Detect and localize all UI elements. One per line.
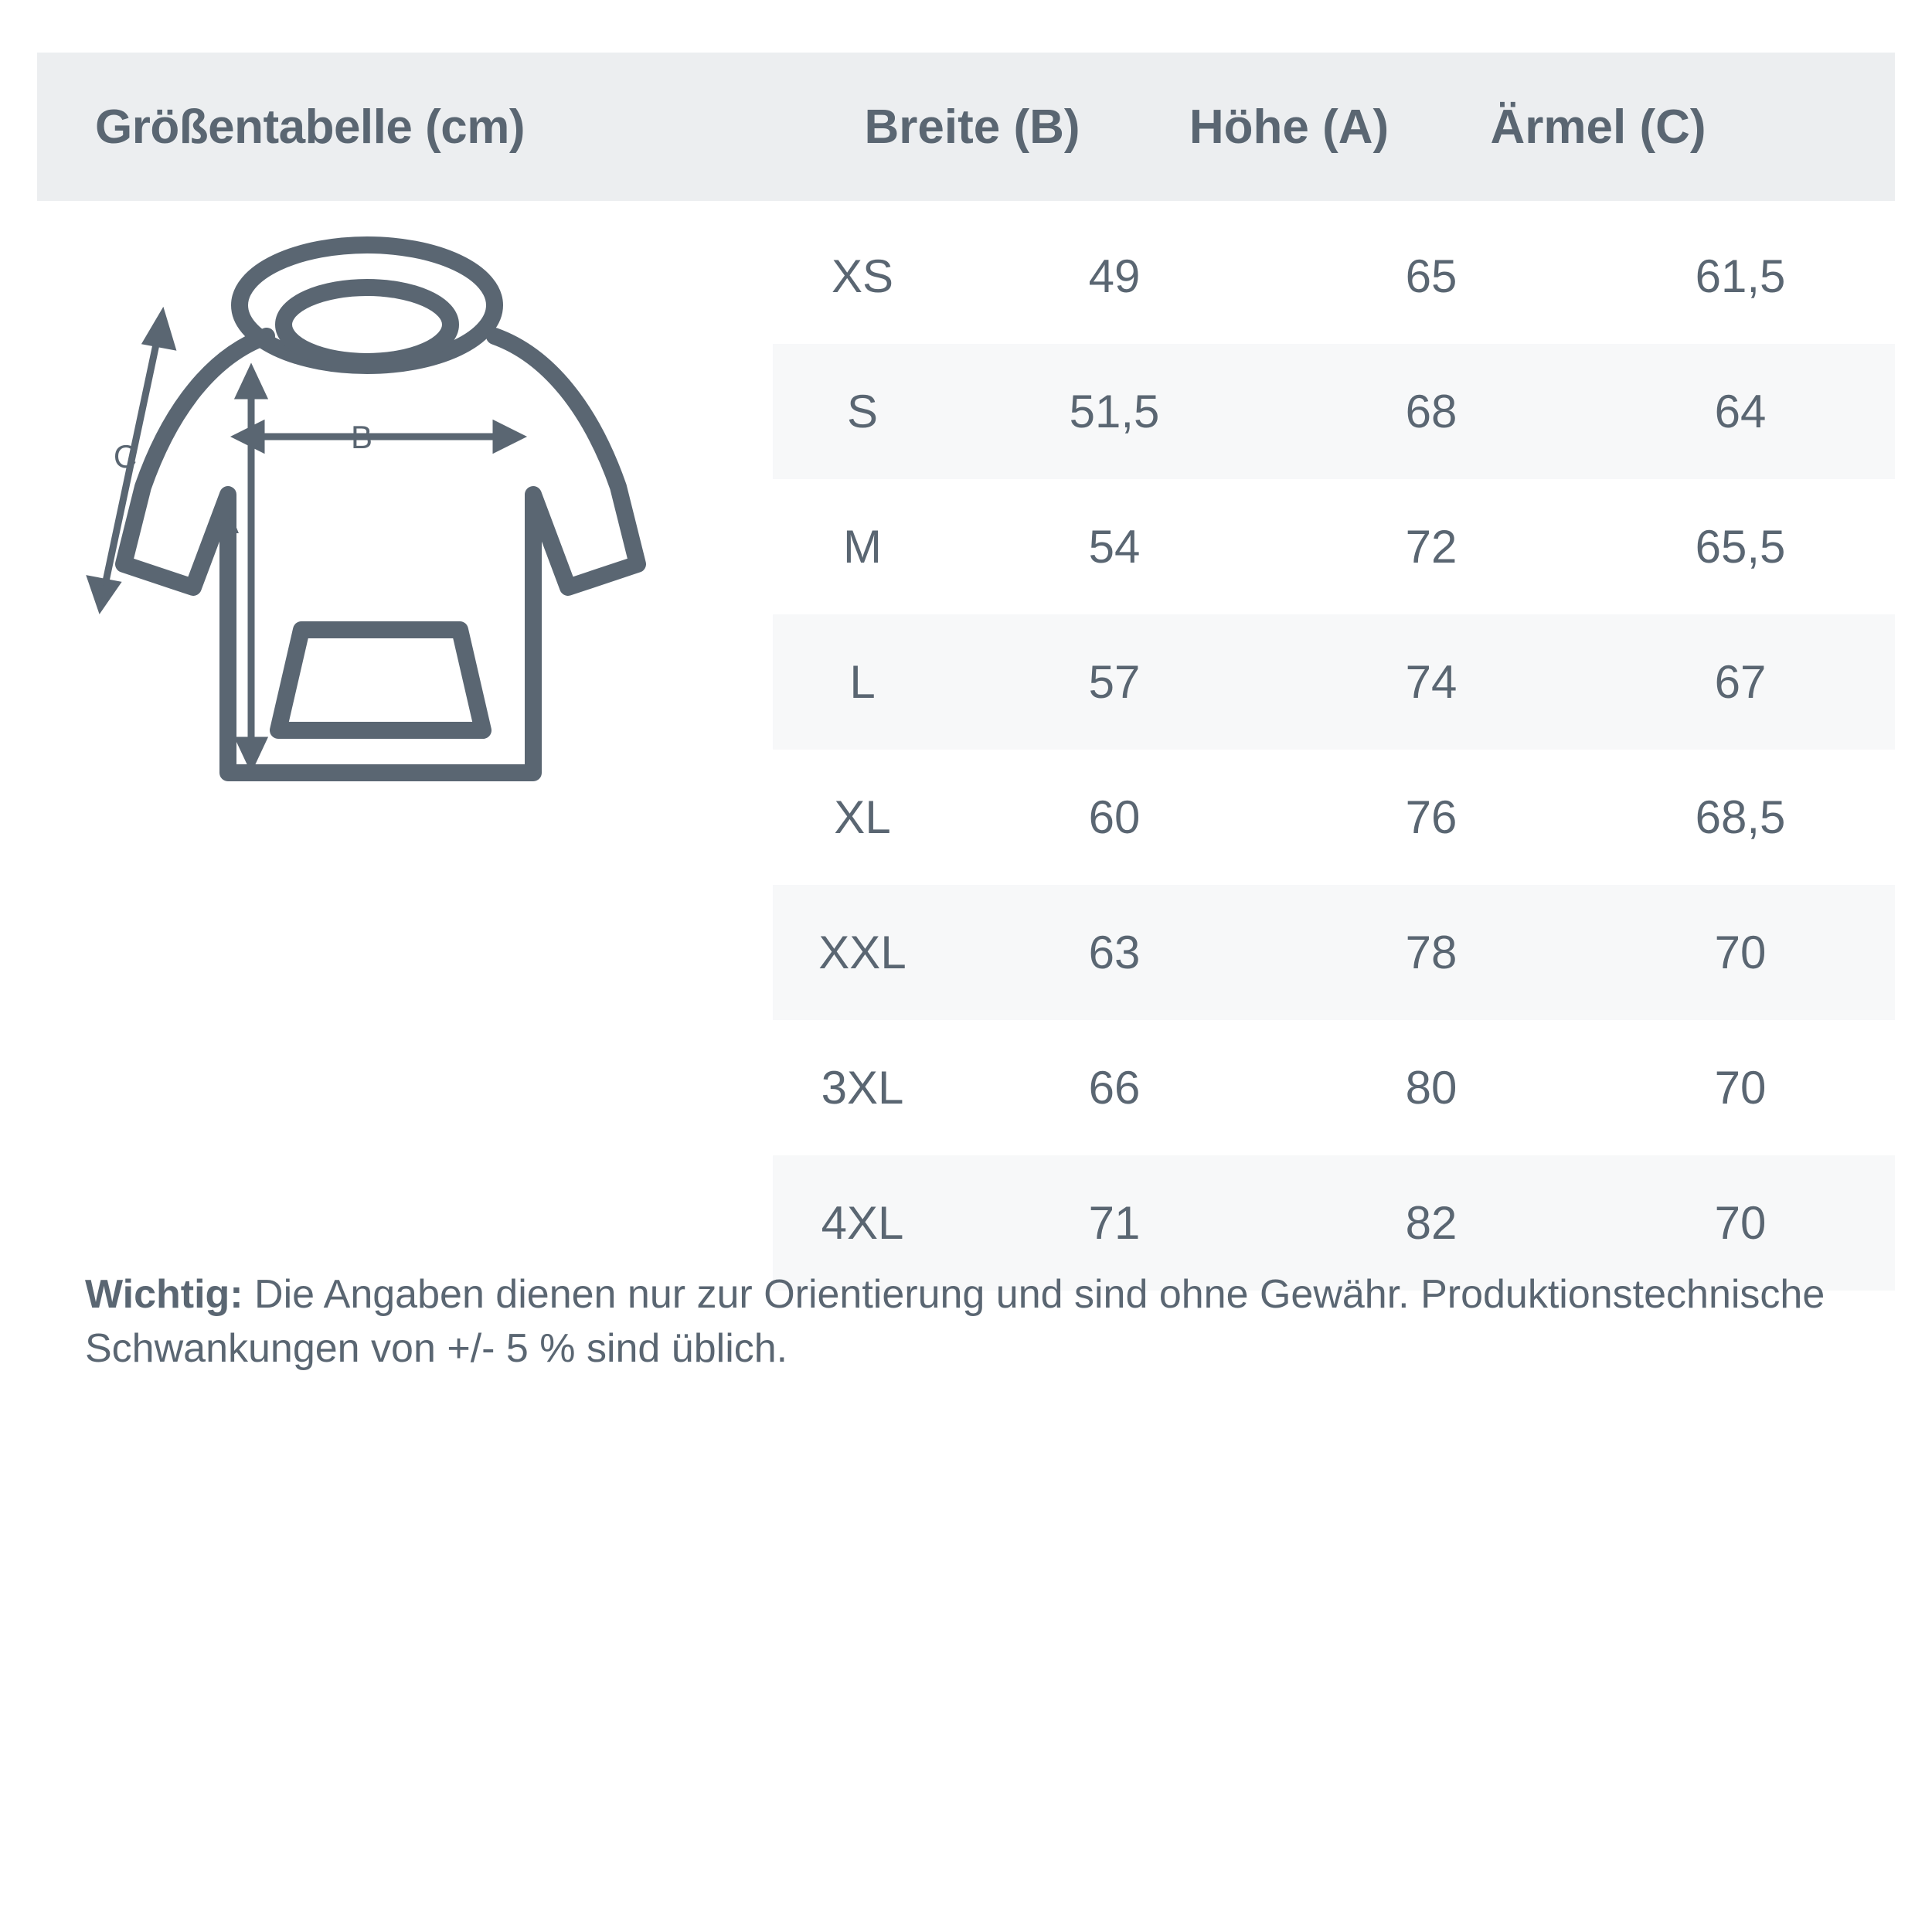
column-header-sleeve: Ärmel (C): [1490, 100, 1706, 154]
page-title: Größentabelle (cm): [95, 100, 525, 154]
cell-height: 76: [1405, 791, 1458, 843]
disclaimer-note: [85, 1267, 1862, 1376]
cell-size: XS: [831, 250, 894, 302]
cell-height: 82: [1405, 1197, 1458, 1249]
hoodie-measurement-diagram: [70, 232, 765, 850]
cell-size: M: [843, 521, 882, 573]
table-row: [773, 614, 1895, 750]
label-sleeve: C: [113, 438, 138, 474]
cell-width: 63: [1088, 927, 1141, 978]
cell-width: 60: [1088, 791, 1141, 843]
label-height: A: [216, 504, 240, 540]
cell-height: 68: [1405, 386, 1458, 437]
table-row: [773, 1020, 1895, 1155]
cell-size: 3XL: [821, 1062, 904, 1114]
table-row: [773, 885, 1895, 1020]
size-table: [773, 209, 1895, 1291]
column-headers: [810, 53, 1932, 201]
cell-height: 65: [1405, 250, 1458, 302]
cell-width: 54: [1088, 521, 1141, 573]
cell-width: 49: [1088, 250, 1141, 302]
column-header-height: Höhe (A): [1189, 100, 1389, 154]
cell-size: XXL: [818, 927, 906, 978]
column-header-width: Breite (B): [864, 100, 1080, 154]
cell-width: 51,5: [1069, 386, 1160, 437]
cell-sleeve: 70: [1714, 927, 1767, 978]
table-row: [773, 344, 1895, 479]
cell-width: 71: [1088, 1197, 1141, 1249]
cell-width: 66: [1088, 1062, 1141, 1114]
cell-size: S: [846, 386, 879, 437]
cell-size: L: [849, 656, 876, 708]
cell-size: 4XL: [821, 1197, 904, 1249]
cell-width: 57: [1088, 656, 1141, 708]
disclaimer-text: Die Angaben dienen nur zur Orientierung und sind ohne Gewähr. Produktionstechnische Schwankungen von +/- 5 % sind üblich.: [85, 1272, 1825, 1372]
size-table-body: [773, 209, 1895, 1291]
cell-size: XL: [834, 791, 891, 843]
cell-height: 80: [1405, 1062, 1458, 1114]
cell-sleeve: 65,5: [1695, 521, 1786, 573]
cell-sleeve: 64: [1714, 386, 1767, 437]
table-row: [773, 750, 1895, 885]
cell-height: 74: [1405, 656, 1458, 708]
cell-height: 78: [1405, 927, 1458, 978]
cell-sleeve: 61,5: [1695, 250, 1786, 302]
cell-sleeve: 67: [1714, 656, 1767, 708]
table-row: [773, 209, 1895, 344]
cell-height: 72: [1405, 521, 1458, 573]
cell-sleeve: 70: [1714, 1197, 1767, 1249]
disclaimer-label: Wichtig:: [85, 1272, 243, 1317]
table-header-band: [37, 53, 1895, 201]
cell-sleeve: 70: [1714, 1062, 1767, 1114]
table-row: [773, 479, 1895, 614]
cell-sleeve: 68,5: [1695, 791, 1786, 843]
label-width: B: [350, 419, 373, 455]
